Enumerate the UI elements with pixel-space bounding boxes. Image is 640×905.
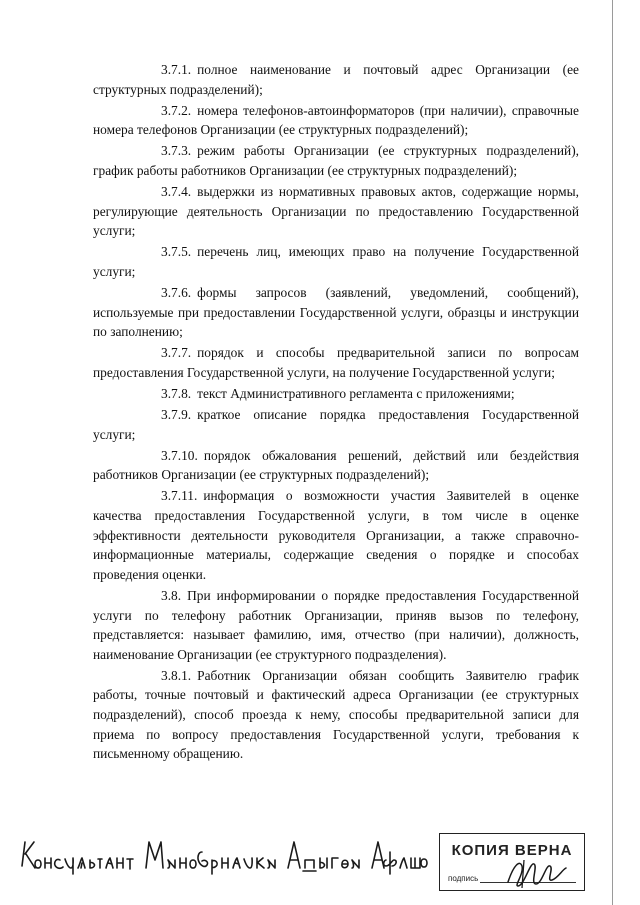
paragraph-3-7-1 xyxy=(93,60,579,99)
paragraph-number: 3.7.5. xyxy=(161,244,192,260)
paragraph-3-7-5 xyxy=(93,242,579,281)
paragraph-number: 3.7.11. xyxy=(161,488,198,504)
paragraph-text: номера телефонов-автоинформаторов (при наличии), справочные номера телефонов Организации (ее структурных подразделений); xyxy=(93,102,579,138)
paragraph-text: порядок обжалования решений, действий или бездействия работников Организации (ее структурных подразделений); xyxy=(93,447,579,483)
copy-verified-stamp xyxy=(439,833,585,891)
paragraph-number: 3.7.7. xyxy=(161,345,192,361)
stamp-title: КОПИЯ ВЕРНА xyxy=(451,842,573,859)
paragraph-3-8 xyxy=(93,586,579,664)
document-body xyxy=(93,60,579,765)
paragraph-number: 3.8. xyxy=(161,587,182,603)
paragraph-number: 3.7.6. xyxy=(161,285,192,301)
page-right-edge xyxy=(612,0,613,905)
paragraph-number: 3.7.9. xyxy=(161,407,192,423)
paragraph-3-7-3 xyxy=(93,141,579,180)
paragraph-3-7-9 xyxy=(93,405,579,444)
paragraph-text: выдержки из нормативных правовых актов, содержащие нормы, регулирующие деятельность Организации по предоставлению Государственной услуги; xyxy=(93,184,579,239)
paragraph-3-7-10 xyxy=(93,446,579,485)
paragraph-text: режим работы Организации (ее структурных подразделений), график работы работников Организации (ее структурных подразделений); xyxy=(93,143,579,178)
paragraph-number: 3.7.2. xyxy=(161,102,192,118)
stamp-signature-scribble xyxy=(500,856,570,890)
paragraph-text: перечень лиц, имеющих право на получение Государственной услуги; xyxy=(93,244,579,279)
paragraph-text: При информировании о порядке предоставления Государственной услуги по телефону работник Организации, приняв вызов по телефону, представляется: называет фамилию, имя, отчество (при наличии), должность, наименование Организации (ее структурного подразделения). xyxy=(93,587,579,662)
paragraph-text: Работник Организации обязан сообщить Заявителю график работы, точные почтовый и фактический адреса Организации (ее структурных подразделений), способ проезда к нему, способы предварительной записи для приема по вопросу предоставления Государственной услуги, требования к письменному обращению. xyxy=(93,667,579,762)
paragraph-3-7-6 xyxy=(93,283,579,342)
paragraph-3-7-2 xyxy=(93,101,579,140)
paragraph-text: полное наименование и почтовый адрес Организации (ее структурных подразделений); xyxy=(93,62,579,97)
paragraph-number: 3.8.1. xyxy=(161,667,192,683)
paragraph-3-7-11 xyxy=(93,486,579,584)
stamp-signature-label: подпись xyxy=(448,874,479,883)
paragraph-number: 3.7.4. xyxy=(161,184,192,200)
paragraph-number: 3.7.1. xyxy=(161,62,192,77)
paragraph-number: 3.7.3. xyxy=(161,143,192,159)
paragraph-3-8-1 xyxy=(93,666,579,764)
paragraph-number: 3.7.10. xyxy=(161,447,198,463)
handwritten-signature xyxy=(18,822,438,882)
paragraph-number: 3.7.8. xyxy=(161,386,192,401)
paragraph-3-7-8 xyxy=(93,384,579,404)
paragraph-text: порядок и способы предварительной записи по вопросам предоставления Государственной услуги, на получение Государственной услуги; xyxy=(93,345,579,380)
paragraph-text: краткое описание порядка предоставления Государственной услуги; xyxy=(93,407,579,442)
paragraph-text: формы запросов (заявлений, уведомлений, сообщений), используемые при предоставлении Государственной услуги, образцы и инструкции по заполнению; xyxy=(93,285,579,340)
paragraph-3-7-4 xyxy=(93,182,579,241)
paragraph-3-7-7 xyxy=(93,343,579,382)
paragraph-text: текст Административного регламента с приложениями; xyxy=(197,386,515,401)
paragraph-text: информация о возможности участия Заявителей в оценке качества предоставления Государственной услуги, в том числе в оценке эффективности деятельности руководителя Организации, а также справочно-информационные материалы, содержащие сведения о порядке и способах проведения оценки. xyxy=(93,488,579,582)
